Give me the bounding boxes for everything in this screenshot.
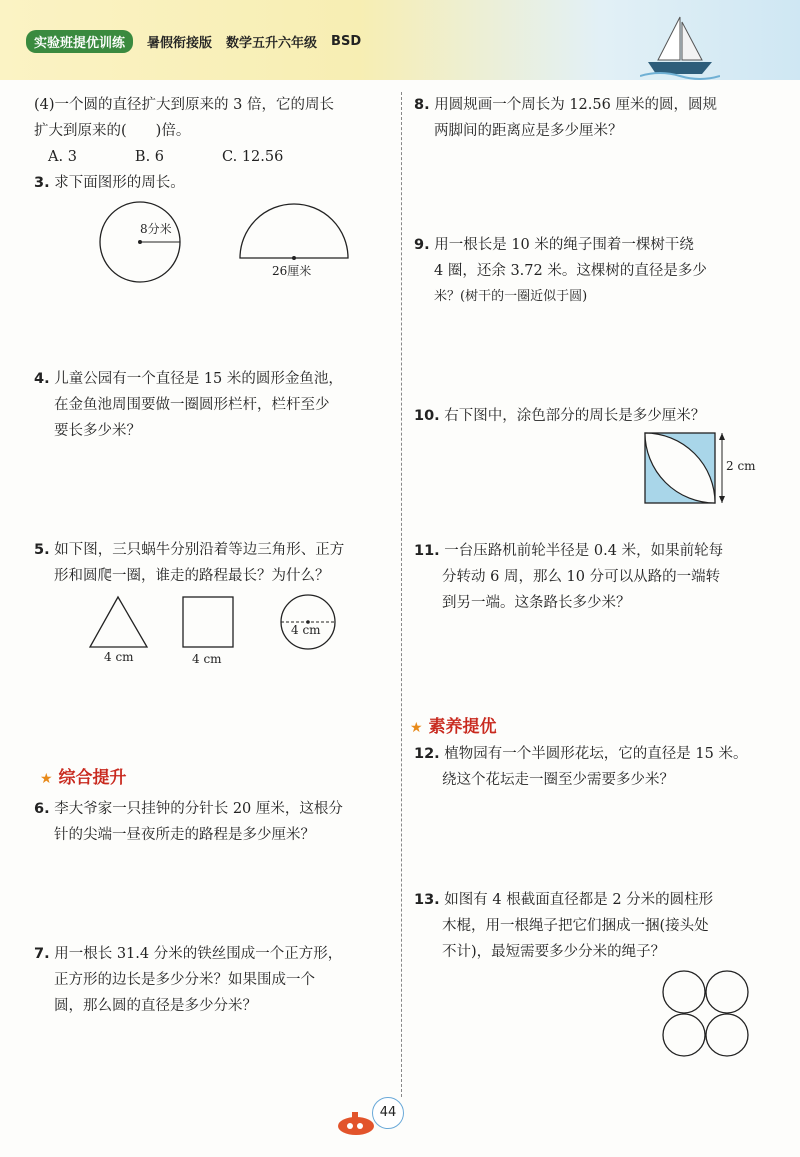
q11-line-1: 一台压路机前轮半径是 0.4 米，如果前轮每	[444, 543, 724, 559]
q5-number: 5.	[34, 542, 50, 558]
question-12	[414, 741, 799, 793]
q10-figure	[640, 430, 790, 505]
q13-figure	[662, 970, 752, 1060]
section1-label: 综合提升	[58, 768, 127, 788]
q3-semicircle	[240, 204, 348, 258]
q8-line-1: 用圆规画一个周长为 12.56 厘米的圆，圆规	[434, 97, 717, 113]
q13-line-3: 不计)，最短需要多少分米的绳子？	[442, 944, 666, 960]
star-icon: ★	[40, 771, 53, 787]
q9-line-1: 用一根长是 10 米的绳子围着一棵树干绕	[434, 237, 694, 253]
q12-number: 12.	[414, 746, 440, 762]
subject-label: 数学五升六年级	[226, 35, 318, 51]
question-9	[414, 232, 789, 310]
q8-number: 8.	[414, 97, 430, 113]
q13-line-1: 如图有 4 根截面直径都是 2 分米的圆柱形	[444, 892, 714, 908]
q3-figures	[95, 200, 365, 290]
section-heading-literacy	[410, 712, 496, 737]
q12-line-2: 绕这个花坛走一圈至少需要多少米？	[442, 772, 674, 788]
q10-number: 10.	[414, 408, 440, 424]
q9-line-3: 米？(树干的一圈近似于圆)	[434, 289, 588, 304]
q5-square	[183, 597, 233, 647]
question-10	[414, 403, 789, 429]
column-divider	[401, 92, 402, 1097]
option-a: A. 3	[48, 149, 77, 165]
q4sub-options	[34, 144, 394, 170]
q6-line-2: 针的尖端一昼夜所走的路程是多少厘米？	[54, 827, 315, 843]
series-title: 实验班提优训练	[26, 30, 133, 53]
q3-semicircle-label: 26厘米	[272, 264, 312, 278]
q7-line-2: 正方形的边长是多少分米？如果围成一个	[54, 972, 315, 988]
q5-line-2: 形和圆爬一圈，谁走的路程最长？为什么？	[54, 568, 330, 584]
question-6	[34, 796, 394, 848]
page-header	[0, 0, 800, 80]
question-3	[34, 170, 185, 196]
question-5	[34, 537, 394, 589]
section-heading-comprehensive	[40, 763, 126, 788]
q7-number: 7.	[34, 946, 50, 962]
q13-line-2: 木棍，用一根绳子把它们捆成一捆(接头处	[442, 918, 709, 934]
sailboat-icon	[640, 12, 720, 82]
q11-number: 11.	[414, 543, 440, 559]
q3-circle-label: 8分米	[140, 222, 172, 236]
option-c: C. 12.56	[222, 149, 284, 165]
page-number: 44	[372, 1097, 404, 1129]
q3-number: 3.	[34, 175, 50, 191]
q7-line-3: 圆，那么圆的直径是多少分米？	[54, 998, 257, 1014]
q5-square-label: 4 cm	[192, 652, 222, 666]
q10-text: 右下图中，涂色部分的周长是多少厘米？	[444, 408, 706, 424]
q6-number: 6.	[34, 801, 50, 817]
edition-label: 暑假衔接版	[147, 35, 213, 51]
q3-text: 求下面图形的周长。	[54, 175, 185, 191]
version-label: BSD	[331, 33, 362, 49]
question-7	[34, 941, 394, 1019]
section2-label: 素养提优	[428, 717, 497, 737]
q11-line-3: 到另一端。这条路长多少米？	[442, 595, 631, 611]
q4sub-line-1: (4)一个圆的直径扩大到原来的 3 倍，它的周长	[34, 97, 334, 113]
q4-line-3: 要长多少米？	[54, 423, 141, 439]
option-b: B. 6	[134, 149, 165, 165]
star-icon: ★	[410, 720, 423, 736]
q8-line-2: 两脚间的距离应是多少厘米？	[434, 123, 623, 139]
question-4	[34, 366, 394, 444]
q5-circle-label: 4 cm	[291, 623, 321, 637]
q10-dimension-label: 2 cm	[726, 459, 756, 473]
q5-line-1: 如下图，三只蜗牛分别沿着等边三角形、正方	[54, 542, 345, 558]
q5-triangle	[90, 597, 147, 647]
q9-line-2: 4 圈，还余 3.72 米。这棵树的直径是多少	[434, 263, 707, 279]
header-bar	[26, 30, 361, 52]
q7-line-1: 用一根长 31.4 分米的铁丝围成一个正方形，	[54, 946, 343, 962]
question-4-sub	[34, 92, 394, 170]
q13-number: 13.	[414, 892, 440, 908]
q12-line-1: 植物园有一个半圆形花坛，它的直径是 15 米。	[444, 746, 748, 762]
q11-line-2: 分转动 6 周，那么 10 分可以从路的一端转	[442, 569, 721, 585]
q6-line-1: 李大爷家一只挂钟的分针长 20 厘米，这根分	[54, 801, 343, 817]
q4-number: 4.	[34, 371, 50, 387]
q5-triangle-label: 4 cm	[104, 650, 134, 664]
q5-figures	[85, 592, 345, 652]
question-11	[414, 538, 789, 616]
q4sub-line-2: 扩大到原来的( )倍。	[34, 123, 191, 139]
q9-number: 9.	[414, 237, 430, 253]
question-8	[414, 92, 789, 144]
q4-line-2: 在金鱼池周围要做一圈圆形栏杆，栏杆至少	[54, 397, 330, 413]
question-13	[414, 887, 789, 965]
q4-line-1: 儿童公园有一个直径是 15 米的圆形金鱼池，	[54, 371, 343, 387]
